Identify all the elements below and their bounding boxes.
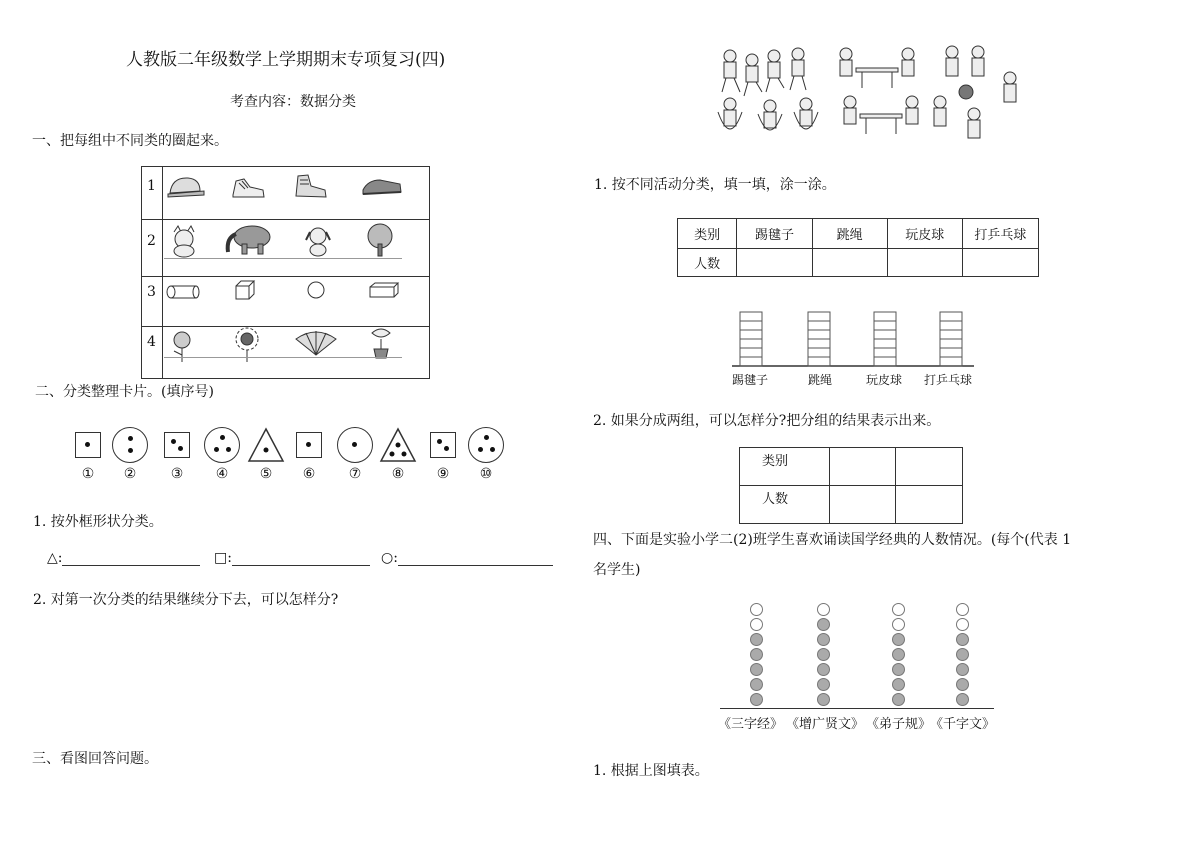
table-row-label: 类别 — [740, 448, 830, 486]
group-table — [739, 447, 963, 524]
card-label: ③ — [170, 466, 184, 482]
section4-heading-cont: 名学生) — [593, 562, 641, 578]
cards-row — [70, 424, 520, 486]
card-label: ⑥ — [302, 466, 316, 482]
card-label: ① — [81, 466, 95, 482]
classify-table — [141, 166, 430, 379]
section1-heading: 一、把每组中不同类的圈起来。 — [32, 133, 228, 149]
sneaker-icon[interactable] — [230, 171, 266, 201]
tree-icon[interactable] — [362, 222, 398, 258]
ladder-columns — [740, 312, 962, 366]
card-circle — [337, 427, 373, 463]
table-header: 踢毽子 — [737, 219, 812, 249]
card-label: ⑧ — [391, 466, 405, 482]
section2-q1: 1. 按外框形状分类。 — [33, 514, 163, 530]
bar-label: 打乒乓球 — [924, 373, 973, 387]
blank-circle-label: ○: — [381, 550, 398, 566]
pictograph-empty-circle[interactable] — [956, 618, 969, 631]
card-label: ⑨ — [436, 466, 450, 482]
row-number: 2 — [147, 233, 156, 249]
pictograph-filled-circle[interactable] — [956, 693, 969, 706]
pictograph-filled-circle[interactable] — [817, 678, 830, 691]
cube-icon[interactable] — [234, 279, 256, 301]
table-cell[interactable] — [829, 448, 896, 486]
pictograph-empty-circle[interactable] — [750, 618, 763, 631]
blank-square — [214, 549, 370, 566]
card-triangle — [247, 427, 285, 463]
table-header: 类别 — [678, 219, 737, 249]
card-square — [75, 432, 101, 458]
card-label: ⑩ — [479, 466, 493, 482]
pictograph-baseline — [720, 708, 994, 709]
table-cell[interactable] — [887, 249, 962, 277]
answer-line-triangle[interactable] — [62, 549, 200, 566]
pictograph-filled-circle[interactable] — [750, 693, 763, 706]
pictograph-filled-circle[interactable] — [956, 633, 969, 646]
pictograph-empty-circle[interactable] — [817, 603, 830, 616]
row-number: 1 — [147, 178, 156, 194]
card-circle — [112, 427, 148, 463]
card-square — [164, 432, 190, 458]
table-row-label: 人数 — [678, 249, 737, 277]
section3-heading: 三、看图回答问题。 — [32, 751, 158, 767]
section2-q2: 2. 对第一次分类的结果继续分下去，可以怎样分? — [33, 592, 339, 608]
pictograph-filled-circle[interactable] — [956, 648, 969, 661]
pictograph-label: 《弟子规》 — [866, 717, 932, 732]
bar-label: 踢毽子 — [732, 373, 769, 387]
cap-icon[interactable] — [164, 173, 208, 203]
cuboid-icon[interactable] — [368, 281, 400, 299]
card-circle — [204, 427, 240, 463]
pictograph-empty-circle[interactable] — [956, 603, 969, 616]
pictograph-filled-circle[interactable] — [750, 633, 763, 646]
pictograph-filled-circle[interactable] — [892, 693, 905, 706]
pictograph-label: 《增广贤文》 — [786, 717, 865, 732]
pictograph-filled-circle[interactable] — [817, 693, 830, 706]
pictograph-filled-circle[interactable] — [892, 678, 905, 691]
pictograph-filled-circle[interactable] — [750, 678, 763, 691]
high-top-shoe-icon[interactable] — [292, 171, 328, 201]
pictograph-filled-circle[interactable] — [956, 663, 969, 676]
section3-q1: 1. 按不同活动分类，填一填，涂一涂。 — [594, 177, 836, 193]
fan-icon[interactable] — [292, 327, 340, 359]
table-header: 跳绳 — [812, 219, 887, 249]
table-cell[interactable] — [737, 249, 812, 277]
pictograph-labels — [718, 713, 1008, 731]
pictograph-empty-circle[interactable] — [750, 603, 763, 616]
bar-label: 跳绳 — [808, 373, 833, 387]
cylinder-icon[interactable] — [166, 283, 200, 301]
bar-label-row — [728, 371, 988, 387]
pictograph-filled-circle[interactable] — [750, 648, 763, 661]
card-circle — [468, 427, 504, 463]
card-label: ② — [123, 466, 137, 482]
card-square — [430, 432, 456, 458]
activity-table — [677, 218, 1039, 277]
section3-q2: 2. 如果分成两组，可以怎样分?把分组的结果表示出来。 — [593, 413, 941, 429]
shoe-icon[interactable] — [360, 172, 404, 200]
table-cell[interactable] — [896, 448, 963, 486]
table-cell[interactable] — [896, 486, 963, 524]
pictograph-filled-circle[interactable] — [892, 633, 905, 646]
dog-icon[interactable] — [302, 224, 334, 258]
potted-flower-icon[interactable] — [366, 325, 396, 361]
empty-bar-grid — [728, 308, 978, 368]
elephant-icon[interactable] — [222, 222, 276, 258]
pictograph-empty-circle[interactable] — [892, 603, 905, 616]
pictograph-filled-circle[interactable] — [892, 663, 905, 676]
section4-q1: 1. 根据上图填表。 — [593, 763, 709, 779]
pictograph — [720, 600, 996, 712]
answer-line-circle[interactable] — [398, 549, 553, 566]
blank-square-label: □: — [214, 550, 232, 566]
pictograph-filled-circle[interactable] — [956, 678, 969, 691]
table-cell[interactable] — [962, 249, 1038, 277]
answer-line-square[interactable] — [232, 549, 370, 566]
pictograph-label: 《千字文》 — [930, 717, 996, 732]
row-number: 3 — [147, 284, 156, 300]
page-title: 人教版二年级数学上学期期末专项复习(四) — [126, 50, 446, 70]
pictograph-filled-circle[interactable] — [817, 648, 830, 661]
blank-circle — [381, 549, 553, 566]
blank-triangle — [47, 549, 200, 566]
pictograph-label: 《三字经》 — [718, 717, 784, 732]
blank-triangle-label: △: — [47, 550, 63, 566]
card-square — [296, 432, 322, 458]
bar-label: 玩皮球 — [866, 373, 903, 387]
table-cell[interactable] — [829, 486, 896, 524]
card-label: ⑤ — [259, 466, 273, 482]
table-row-label: 人数 — [740, 486, 830, 524]
cat-icon[interactable] — [168, 224, 200, 258]
pictograph-filled-circle[interactable] — [817, 663, 830, 676]
pictograph-filled-circle[interactable] — [817, 633, 830, 646]
page-subtitle: 考查内容：数据分类 — [230, 94, 356, 110]
circle-icon[interactable] — [306, 280, 326, 300]
table-cell[interactable] — [812, 249, 887, 277]
card-label: ④ — [215, 466, 229, 482]
row-number: 4 — [147, 334, 156, 350]
section4-heading: 四、下面是实验小学二(2)班学生喜欢诵读国学经典的人数情况。(每个(代表 1 — [593, 532, 1072, 548]
card-triangle — [379, 427, 417, 463]
table-header: 打乒乓球 — [962, 219, 1038, 249]
card-label: ⑦ — [348, 466, 362, 482]
pictograph-filled-circle[interactable] — [817, 618, 830, 631]
pictograph-empty-circle[interactable] — [892, 618, 905, 631]
children-activities-illustration — [700, 42, 1030, 148]
pictograph-filled-circle[interactable] — [750, 663, 763, 676]
pictograph-filled-circle[interactable] — [892, 648, 905, 661]
table-header: 玩皮球 — [887, 219, 962, 249]
section2-heading: 二、分类整理卡片。(填序号) — [35, 384, 214, 400]
